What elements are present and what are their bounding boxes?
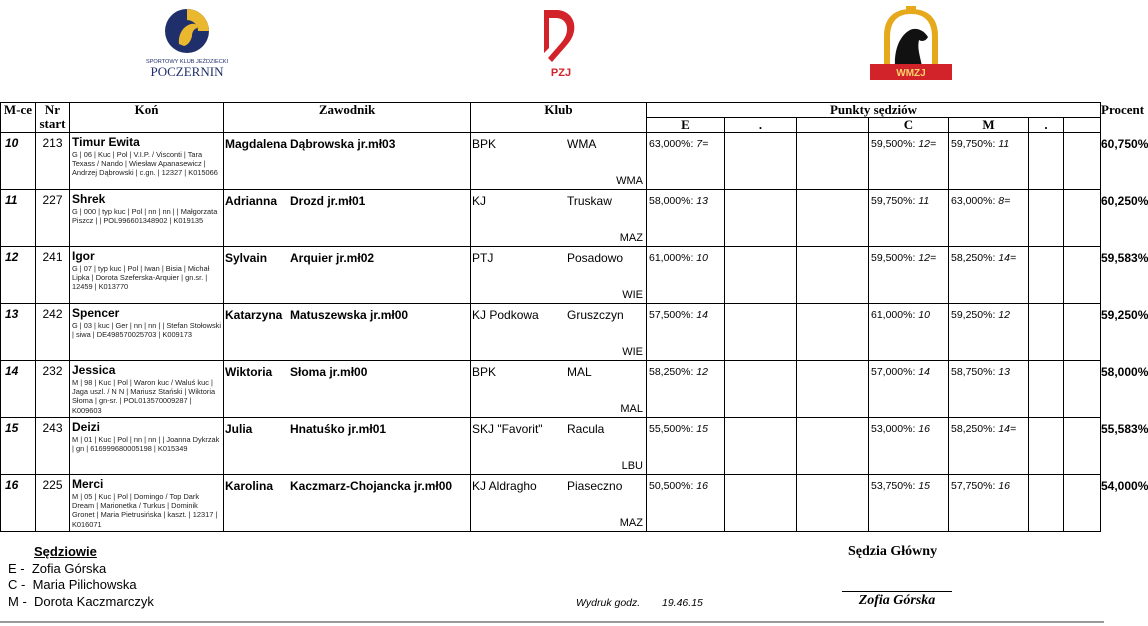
club-region: WMA — [616, 175, 643, 187]
score-c-value: 59,500%: — [871, 252, 916, 264]
score-blank — [797, 361, 869, 418]
score-c — [869, 418, 949, 475]
score-blank — [1029, 304, 1064, 361]
start-number-cell: 225 — [36, 475, 70, 532]
place-cell: 14 — [1, 361, 36, 418]
skj-logo-line2: POCZERNIN — [150, 64, 224, 79]
header-judges-points: Punkty sędziów — [647, 103, 1101, 118]
score-e-value: 61,000%: — [649, 252, 694, 264]
score-m-value: 63,000%: — [951, 195, 996, 207]
rider-last-name: Drozd jr.mł01 — [290, 194, 366, 208]
score-m-value: 58,250%: — [951, 423, 996, 435]
club-city: Truskaw — [567, 194, 612, 208]
club-cell — [471, 247, 647, 304]
score-m-value: 59,750%: — [951, 138, 996, 150]
score-blank — [1029, 418, 1064, 475]
club-cell — [471, 304, 647, 361]
place-cell: 16 — [1, 475, 36, 532]
score-c-rank: 12= — [918, 138, 937, 150]
score-c-value: 61,000%: — [871, 309, 916, 321]
score-blank — [797, 304, 869, 361]
horse-info: M | 01 | Kuc | Pol | nn | nn | | Joanna Dykrzak | gn | 616999680005198 | K015349 — [72, 435, 220, 454]
score-blank — [1064, 133, 1101, 190]
table-row: 13 242 Spencer G | 03 | kuc | Ger | nn | nn | | Stefan Stołowski | siwa | DE498570025703 | K009173 Katarzyna Matuszewska jr.mł00 KJ Podkowa Gruszczyn WIE 57,500%: 14 61,000%: 10 59,250%: 12 59,250% — [1, 304, 1101, 361]
club-region: MAZ — [619, 232, 643, 244]
table-row: 12 241 Igor G | 07 | typ kuc | Pol | Iwan | Bisia | Michał Lipka | Dorota Szeferska-Arquier | gn.sr. | 12459 | K013770 Sylvain Arquier jr.mł02 PTJ Posadowo WIE 61,000%: 10 59,500%: 12= 58,250%: 14= 59,583% — [1, 247, 1101, 304]
score-m-rank: 14= — [998, 423, 1017, 435]
table-row: 10 213 Timur Ewita G | 06 | Kuc | Pol | V.I.P. / Visconti | Tara Texass / Nando | Wiesław Apanasewicz | Andrzej Dąbrowski | c.gn. | 12327 | K015066 Magdalena Dąbrowska jr.mł03 BPK WMA WMA 63,000%: 7= 59,500%: 12= 59,750%: 11 60,750% — [1, 133, 1101, 190]
wmzj-logo — [866, 6, 956, 84]
header-judge-c: C — [869, 118, 949, 133]
score-m-rank: 12 — [998, 309, 1010, 321]
score-m-value: 58,750%: — [951, 366, 996, 378]
results-table: M-ce Nr start Koń Zawodnik Klub Punkty sędziów Procent E . C M . 10 213 Timur Ewita G | 06 | Kuc | Pol | V.I.P. / Visconti | Tara Texass / Nando | Wiesław Apanasewicz | Andrzej Dąbrowski | c.gn. | 12327 | K015066 Magdalena Dąbrowska jr.mł03 BPK WMA WMA 63,000%: 7= 59,500%: 12= 59,750%: 11 60,750% 11 227 Shrek G | 000 | typ kuc | Pol | nn | nn | | Małgorzata Piszcz | | POL996601348902 | K019135 Adrianna Drozd jr.mł01 KJ Truskaw MAZ 58,000%: 13 59,750%: 11 63,000%: 8= 60,250% 12 241 Igor G | 07 | typ kuc | Pol | Iwan | Bisia | Michał Lipka | Dorota Szeferska-Arquier | gn.sr. | 12459 | K013770 Sylvain Arquier jr.mł02 PTJ Posadowo WIE 61,000%: 10 59,500%: 12= 58,250%: 14= 59,583% 13 242 Spencer G | 03 | kuc | Ger | nn | nn | | Stefan Stołowski | siwa | DE498570025703 | K009173 Katarzyna Matuszewska jr.mł00 KJ Podkowa Gruszczyn WIE 57,500%: 14 61,000%: 10 59,250%: 12 59,250% 14 232 Jessica M | 98 | Kuc | Pol | Waron kuc / Waluś kuc | Jaga uszl. / N N | Mariusz Stański | Wiktoria Słoma | gn-sr. | POL013570009287 | K009603 Wiktoria Słoma jr.mł00 BPK MAL MAL 58,250%: 12 57,000%: 14 58,750%: 13 58,000% 15 243 Deizi M | 01 | Kuc | Pol | nn | nn | | Joanna Dykrzak | gn | 616999680005198 | K015349 Julia Hnatuśko jr.mł01 SKJ "Favorit" Racula LBU 55,500%: 15 53,000%: 16 58,250%: 14= 55,583% 16 225 Merci M | 05 | Kuc | Pol | Domingo / Top Dark Dream | Marionetka / Turkus | Dominik Gronet | Maria Pietrusińska | kaszt. | 12317 | K016071 Karolina Kaczmarz-Chojancka jr.mł00 KJ Aldragho Piaseczno MAZ 50,500%: 16 53,750%: 15 57,750%: 16 54,000% — [0, 102, 1101, 532]
horse-cell — [70, 304, 224, 361]
rider-last-name: Słoma jr.mł00 — [290, 365, 368, 379]
rider-last-name: Dąbrowska jr.mł03 — [290, 137, 396, 151]
footer-rule — [0, 621, 1104, 623]
score-blank — [797, 133, 869, 190]
horse-cell — [70, 418, 224, 475]
score-e-value: 57,500%: — [649, 309, 694, 321]
score-blank — [797, 475, 869, 532]
score-c-value: 59,750%: — [871, 195, 916, 207]
horse-cell — [70, 133, 224, 190]
judge-position: C - — [8, 577, 26, 592]
score-m-value: 59,250%: — [951, 309, 996, 321]
judges-title: Sędziowie — [34, 544, 97, 559]
score-e-rank: 7= — [696, 138, 709, 150]
rider-first-name: Wiktoria — [225, 365, 273, 379]
start-number-cell: 241 — [36, 247, 70, 304]
score-blank — [725, 190, 797, 247]
score-blank — [1064, 190, 1101, 247]
horse-info: G | 07 | typ kuc | Pol | Iwan | Bisia | Michał Lipka | Dorota Szeferska-Arquier | gn.sr. | 12459 | K013770 — [72, 264, 210, 292]
print-time-value: 19.46.15 — [662, 597, 703, 609]
score-blank — [725, 418, 797, 475]
header-judge-m: M — [949, 118, 1029, 133]
club-city: Gruszczyn — [567, 308, 624, 322]
score-m — [949, 475, 1029, 532]
score-blank — [725, 247, 797, 304]
score-e-rank: 16 — [696, 480, 708, 492]
score-blank — [1064, 304, 1101, 361]
score-e-rank: 14 — [696, 309, 708, 321]
score-e — [647, 190, 725, 247]
score-e-value: 63,000%: — [649, 138, 694, 150]
score-blank — [1029, 190, 1064, 247]
header-club: Klub — [471, 103, 647, 133]
score-blank — [725, 361, 797, 418]
score-blank — [1029, 475, 1064, 532]
judge-m — [8, 594, 154, 609]
score-c-rank: 16 — [918, 423, 930, 435]
club-cell — [471, 133, 647, 190]
judge-name: Dorota Kaczmarczyk — [34, 594, 154, 609]
start-number-cell: 213 — [36, 133, 70, 190]
club-city: MAL — [567, 365, 592, 379]
start-number-cell: 227 — [36, 190, 70, 247]
score-c-rank: 14 — [918, 366, 930, 378]
header-judge-spacer-2 — [1064, 118, 1101, 133]
score-e-value: 55,500%: — [649, 423, 694, 435]
rider-last-name: Matuszewska jr.mł00 — [290, 308, 409, 322]
score-m-rank: 11 — [998, 138, 1010, 150]
rider-cell — [224, 304, 471, 361]
pzj-logo-text: PZJ — [550, 67, 572, 79]
rider-cell — [224, 247, 471, 304]
horse-name: Igor — [72, 249, 95, 263]
score-e — [647, 304, 725, 361]
table-row: 11 227 Shrek G | 000 | typ kuc | Pol | nn | nn | | Małgorzata Piszcz | | POL996601348902 | K019135 Adrianna Drozd jr.mł01 KJ Truskaw MAZ 58,000%: 13 59,750%: 11 63,000%: 8= 60,250% — [1, 190, 1101, 247]
score-blank — [725, 475, 797, 532]
header-start-line1: Nr — [44, 102, 61, 117]
header-judge-dot-1: . — [725, 118, 797, 133]
score-m-rank: 16 — [998, 480, 1010, 492]
club-city: Racula — [567, 422, 605, 436]
score-c-rank: 11 — [918, 195, 930, 207]
club-name: KJ Aldragho — [472, 479, 537, 493]
score-c-value: 57,000%: — [871, 366, 916, 378]
judge-position: E - — [8, 561, 25, 576]
print-time-label: Wydruk godz. — [576, 597, 641, 609]
score-e — [647, 247, 725, 304]
score-e-value: 50,500%: — [649, 480, 694, 492]
horse-name: Timur Ewita — [72, 135, 140, 149]
score-blank — [725, 133, 797, 190]
score-blank — [1064, 418, 1101, 475]
club-name: BPK — [472, 365, 497, 379]
score-blank — [797, 418, 869, 475]
rider-cell — [224, 361, 471, 418]
results-rows — [1, 133, 1148, 532]
club-name: KJ Podkowa — [472, 308, 539, 322]
horse-name: Jessica — [72, 363, 116, 377]
score-m-rank: 14= — [998, 252, 1017, 264]
horse-name: Spencer — [72, 306, 120, 320]
club-cell — [471, 475, 647, 532]
place-cell: 12 — [1, 247, 36, 304]
score-e-rank: 13 — [696, 195, 708, 207]
score-m — [949, 190, 1029, 247]
header-rider: Zawodnik — [224, 103, 471, 133]
skj-logo-line1: SPORTOWY KLUB JEŹDZIECKI — [145, 59, 229, 65]
header-start-number — [36, 103, 70, 133]
start-number-cell: 243 — [36, 418, 70, 475]
rider-first-name: Karolina — [225, 479, 274, 493]
club-region: WIE — [622, 346, 643, 358]
rider-last-name: Kaczmarz-Chojancka jr.mł00 — [290, 479, 453, 493]
table-row: 14 232 Jessica M | 98 | Kuc | Pol | Waron kuc / Waluś kuc | Jaga uszl. / N N | Mariusz Stański | Wiktoria Słoma | gn-sr. | POL013570009287 | K009603 Wiktoria Słoma jr.mł00 BPK MAL MAL 58,250%: 12 57,000%: 14 58,750%: 13 58,000% — [1, 361, 1101, 418]
header-place: M-ce — [1, 103, 36, 133]
club-name: BPK — [472, 137, 497, 151]
club-region: WIE — [622, 289, 643, 301]
score-e-value: 58,000%: — [649, 195, 694, 207]
score-m — [949, 418, 1029, 475]
rider-first-name: Katarzyna — [225, 308, 283, 322]
rider-first-name: Sylvain — [225, 251, 268, 265]
rider-last-name: Hnatuśko jr.mł01 — [290, 422, 387, 436]
judge-c — [8, 577, 137, 592]
rider-cell — [224, 475, 471, 532]
score-c — [869, 190, 949, 247]
score-m — [949, 133, 1029, 190]
score-c — [869, 475, 949, 532]
score-blank — [1064, 247, 1101, 304]
rider-first-name: Magdalena — [225, 137, 288, 151]
place-cell: 11 — [1, 190, 36, 247]
score-c-value: 53,000%: — [871, 423, 916, 435]
horse-cell — [70, 475, 224, 532]
header-start-line2: start — [39, 116, 66, 131]
score-e — [647, 361, 725, 418]
score-m-value: 57,750%: — [951, 480, 996, 492]
judge-position: M - — [8, 594, 27, 609]
horse-cell — [70, 247, 224, 304]
club-city: Piaseczno — [567, 479, 623, 493]
horse-name: Merci — [72, 477, 104, 491]
horse-info: M | 05 | Kuc | Pol | Domingo / Top Dark Dream | Marionetka / Turkus | Dominik Gronet | Maria Pietrusińska | kaszt. | 12317 | K016071 — [72, 492, 218, 529]
score-c-rank: 12= — [918, 252, 937, 264]
score-m-rank: 13 — [998, 366, 1010, 378]
rider-first-name: Adrianna — [225, 194, 278, 208]
score-blank — [1029, 133, 1064, 190]
club-name: KJ — [472, 194, 487, 208]
score-blank — [725, 304, 797, 361]
horse-info: G | 000 | typ kuc | Pol | nn | nn | | Małgorzata Piszcz | | POL996601348902 | K019135 — [72, 207, 218, 226]
club-cell — [471, 190, 647, 247]
score-c-value: 59,500%: — [871, 138, 916, 150]
header-judge-e: E — [647, 118, 725, 133]
rider-cell — [224, 418, 471, 475]
score-blank — [797, 247, 869, 304]
score-blank — [1029, 247, 1064, 304]
score-blank — [797, 190, 869, 247]
skj-poczernin-logo — [134, 6, 240, 80]
score-c-rank: 10 — [918, 309, 930, 321]
score-m-rank: 8= — [998, 195, 1011, 207]
chief-judge-name: Zofia Górska — [842, 591, 952, 609]
header-horse: Koń — [70, 103, 224, 133]
rider-cell — [224, 190, 471, 247]
horse-name: Deizi — [72, 420, 101, 434]
judge-name: Zofia Górska — [31, 561, 107, 576]
club-name: PTJ — [472, 251, 494, 265]
rider-last-name: Arquier jr.mł02 — [290, 251, 375, 265]
club-city: WMA — [567, 137, 597, 151]
club-cell — [471, 418, 647, 475]
horse-cell — [70, 361, 224, 418]
judge-name: Maria Pilichowska — [32, 577, 137, 592]
chief-judge-title: Sędzia Główny — [848, 544, 938, 559]
club-region: LBU — [621, 460, 643, 472]
place-cell: 13 — [1, 304, 36, 361]
club-region: MAZ — [619, 517, 643, 529]
club-name: SKJ "Favorit" — [472, 422, 543, 436]
rider-first-name: Julia — [225, 422, 253, 436]
score-m — [949, 361, 1029, 418]
score-c — [869, 304, 949, 361]
table-row: 15 243 Deizi M | 01 | Kuc | Pol | nn | nn | | Joanna Dykrzak | gn | 616999680005198 | K015349 Julia Hnatuśko jr.mł01 SKJ "Favorit" Racula LBU 55,500%: 15 53,000%: 16 58,250%: 14= 55,583% — [1, 418, 1101, 475]
score-blank — [1064, 475, 1101, 532]
score-c-rank: 15 — [918, 480, 930, 492]
judge-e — [8, 561, 106, 576]
place-cell: 15 — [1, 418, 36, 475]
score-e-value: 58,250%: — [649, 366, 694, 378]
score-blank — [1064, 361, 1101, 418]
score-e — [647, 418, 725, 475]
score-e — [647, 133, 725, 190]
score-e-rank: 12 — [696, 366, 708, 378]
header-judge-dot-2: . — [1029, 118, 1064, 133]
rider-cell — [224, 133, 471, 190]
score-e-rank: 10 — [696, 252, 708, 264]
horse-info: M | 98 | Kuc | Pol | Waron kuc / Waluś kuc | Jaga uszl. / N N | Mariusz Stański | Wiktoria Słoma | gn-sr. | POL013570009287 | K009603 — [72, 378, 216, 415]
header-judge-spacer — [797, 118, 869, 133]
score-m-value: 58,250%: — [951, 252, 996, 264]
score-m — [949, 304, 1029, 361]
club-region: MAL — [620, 403, 643, 415]
horse-info: G | 03 | kuc | Ger | nn | nn | | Stefan Stołowski | siwa | DE498570025703 | K009173 — [72, 321, 222, 340]
pzj-logo — [538, 6, 584, 80]
score-blank — [1029, 361, 1064, 418]
score-c-value: 53,750%: — [871, 480, 916, 492]
score-c — [869, 247, 949, 304]
club-cell — [471, 361, 647, 418]
score-e — [647, 475, 725, 532]
horse-cell — [70, 190, 224, 247]
table-row: 16 225 Merci M | 05 | Kuc | Pol | Domingo / Top Dark Dream | Marionetka / Turkus | Dominik Gronet | Maria Pietrusińska | kaszt. | 12317 | K016071 Karolina Kaczmarz-Chojancka jr.mł00 KJ Aldragho Piaseczno MAZ 50,500%: 16 53,750%: 15 57,750%: 16 54,000% — [1, 475, 1101, 532]
place-cell: 10 — [1, 133, 36, 190]
start-number-cell: 232 — [36, 361, 70, 418]
wmzj-logo-text: WMZJ — [896, 68, 926, 79]
horse-name: Shrek — [72, 192, 106, 206]
score-m — [949, 247, 1029, 304]
score-c — [869, 361, 949, 418]
start-number-cell: 242 — [36, 304, 70, 361]
club-city: Posadowo — [567, 251, 624, 265]
score-c — [869, 133, 949, 190]
score-e-rank: 15 — [696, 423, 708, 435]
horse-info: G | 06 | Kuc | Pol | V.I.P. / Visconti | Tara Texass / Nando | Wiesław Apanasewicz | Andrzej Dąbrowski | c.gn. | 12327 | K015066 — [72, 150, 218, 178]
